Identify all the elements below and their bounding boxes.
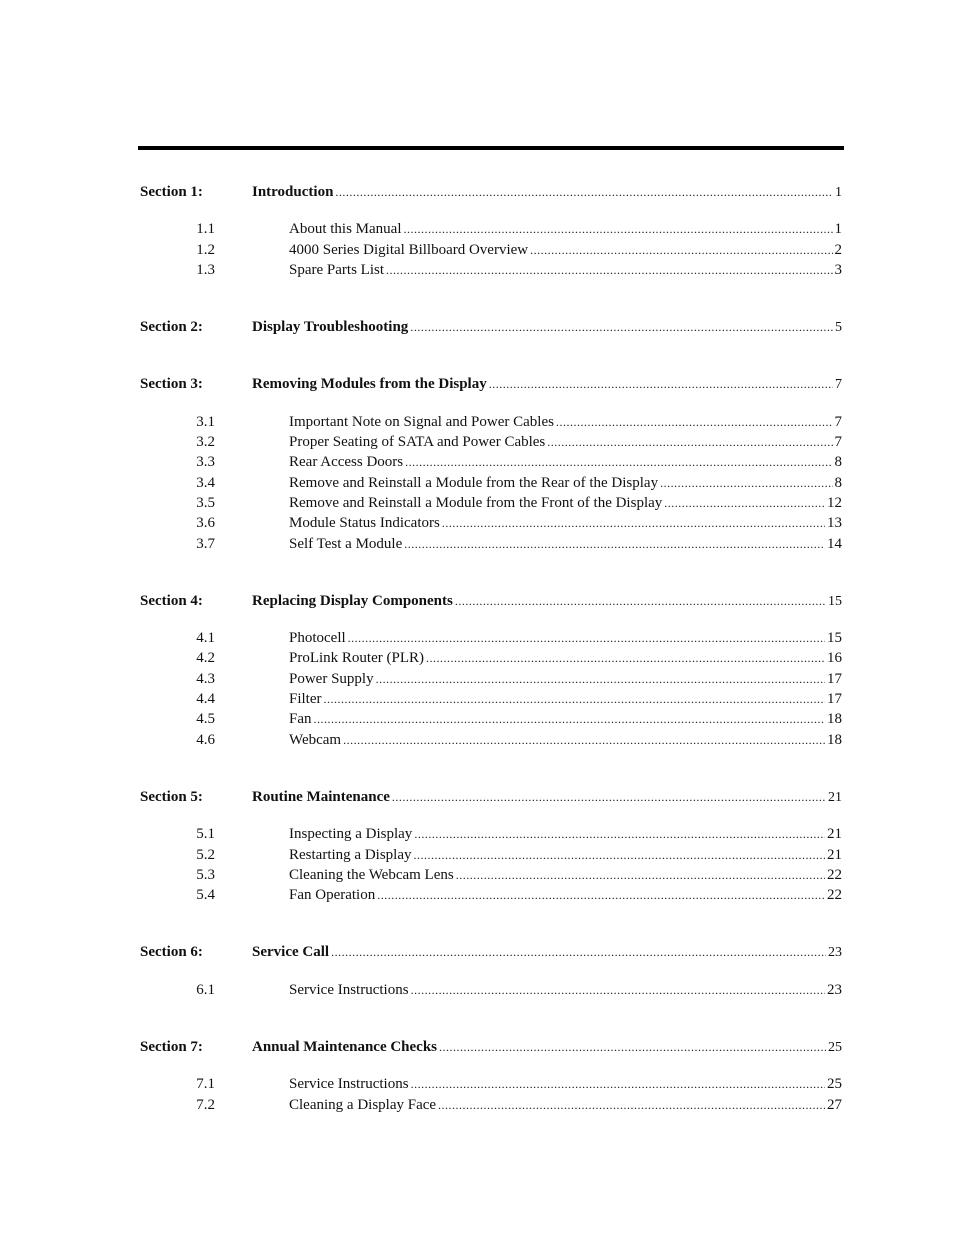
section-spacer	[140, 752, 842, 789]
subsection-number: 4.6	[196, 731, 215, 748]
subsection-number: 5.2	[196, 846, 215, 863]
subsection-title: Photocell	[289, 630, 346, 647]
subsection-number: 4.1	[196, 630, 215, 647]
subsection-page-number: 8	[834, 474, 842, 491]
subsection-spacer	[140, 613, 842, 630]
subsection-page-number: 25	[827, 1076, 842, 1093]
subsection-number: 3.2	[196, 434, 215, 451]
dot-leader	[426, 651, 825, 666]
dot-leader	[348, 631, 825, 646]
section-title: Introduction	[252, 184, 334, 200]
subsection-number: 3.3	[196, 454, 215, 471]
subsection-spacer	[140, 397, 842, 414]
dot-leader	[404, 222, 833, 237]
section-page-number: 5	[835, 320, 842, 336]
subsection-number: 6.1	[196, 981, 215, 998]
subsection-page-number: 17	[827, 691, 842, 708]
subsection-number: 3.4	[196, 474, 215, 491]
dot-leader	[392, 790, 826, 805]
subsection-number: 1.3	[196, 261, 215, 278]
subsection-number: 5.3	[196, 866, 215, 883]
subsection-spacer	[140, 204, 842, 221]
toc-subsection-entry[interactable]	[140, 1076, 842, 1096]
subsection-spacer	[140, 809, 842, 826]
subsection-page-number: 7	[834, 413, 842, 430]
section-spacer	[140, 282, 842, 319]
section-page-number: 15	[828, 593, 842, 609]
subsection-page-number: 21	[827, 846, 842, 863]
toc-subsection-entry[interactable]	[140, 982, 842, 1002]
subsection-title: Service Instructions	[289, 981, 409, 998]
toc-subsection-entry[interactable]	[140, 650, 842, 670]
subsection-title: Proper Seating of SATA and Power Cables	[289, 434, 546, 451]
toc-section-entry[interactable]	[140, 319, 842, 339]
toc-subsection-entry[interactable]	[140, 887, 842, 907]
subsection-page-number: 22	[827, 887, 842, 904]
subsection-title: Power Supply	[289, 670, 374, 687]
section-title: Removing Modules from the Display	[252, 376, 487, 393]
subsection-page-number: 22	[827, 866, 842, 883]
subsection-title: Inspecting a Display	[289, 826, 413, 843]
section-title: Routine Maintenance	[252, 788, 390, 805]
subsection-title: Filter	[289, 691, 322, 708]
subsection-number: 4.3	[196, 670, 215, 687]
dot-leader	[413, 848, 825, 863]
subsection-number: 1.1	[196, 221, 215, 238]
subsection-page-number: 23	[827, 981, 842, 998]
dot-leader	[438, 1098, 825, 1113]
toc-section-entry[interactable]	[140, 376, 842, 396]
subsection-page-number: 3	[834, 261, 842, 278]
section-spacer	[140, 339, 842, 376]
subsection-page-number: 15	[827, 630, 842, 647]
toc-subsection-entry[interactable]	[140, 711, 842, 731]
toc-subsection-entry[interactable]	[140, 630, 842, 650]
dot-leader	[314, 712, 826, 727]
section-page-number: 25	[828, 1040, 842, 1056]
section-page-number: 21	[828, 789, 842, 805]
dot-leader	[405, 455, 832, 470]
subsection-number: 4.2	[196, 650, 215, 667]
dot-leader	[530, 243, 832, 258]
toc-subsection-entry[interactable]	[140, 242, 842, 262]
subsection-page-number: 7	[834, 434, 842, 451]
subsection-title: Spare Parts List	[289, 261, 384, 278]
subsection-page-number: 14	[827, 535, 842, 552]
section-number: Section 4:	[140, 592, 203, 609]
toc-section-entry[interactable]	[140, 1039, 842, 1059]
subsection-title: ProLink Router (PLR)	[289, 650, 424, 667]
toc-subsection-entry[interactable]	[140, 847, 842, 867]
dot-leader	[439, 1040, 826, 1055]
section-spacer	[140, 1002, 842, 1039]
section-title: Replacing Display Components	[252, 592, 453, 609]
subsection-number: 3.7	[196, 535, 215, 552]
subsection-page-number: 18	[827, 711, 842, 728]
subsection-page-number: 13	[827, 515, 842, 532]
subsection-title: Service Instructions	[289, 1076, 409, 1093]
subsection-number: 7.2	[196, 1096, 215, 1113]
toc-subsection-entry[interactable]	[140, 671, 842, 691]
dot-leader	[556, 415, 833, 430]
subsection-title: About this Manual	[289, 221, 402, 238]
dot-leader	[376, 672, 825, 687]
subsection-page-number: 18	[827, 731, 842, 748]
subsection-title: Fan	[289, 711, 312, 728]
subsection-number: 4.5	[196, 711, 215, 728]
subsection-number: 3.5	[196, 494, 215, 511]
dot-leader	[377, 888, 825, 903]
subsection-title: Cleaning the Webcam Lens	[289, 866, 454, 883]
dot-leader	[343, 733, 825, 748]
dot-leader	[547, 435, 832, 450]
subsection-page-number: 16	[827, 650, 842, 667]
subsection-number: 5.1	[196, 826, 215, 843]
section-spacer	[140, 907, 842, 944]
header-rule	[138, 146, 844, 150]
subsection-spacer	[140, 1059, 842, 1076]
section-number: Section 3:	[140, 376, 203, 393]
toc-subsection-entry[interactable]	[140, 221, 842, 241]
subsection-title: Webcam	[289, 731, 342, 748]
toc-subsection-entry[interactable]	[140, 732, 842, 752]
toc-section-entry[interactable]	[140, 184, 842, 204]
subsection-number: 4.4	[196, 691, 215, 708]
toc-subsection-entry[interactable]	[140, 414, 842, 434]
toc-subsection-entry[interactable]	[140, 434, 842, 454]
table-of-contents	[140, 184, 842, 1117]
subsection-page-number: 12	[827, 494, 842, 511]
toc-subsection-entry[interactable]	[140, 691, 842, 711]
dot-leader	[335, 185, 833, 200]
section-page-number: 7	[835, 377, 842, 393]
dot-leader	[660, 476, 832, 491]
section-number: Section 2:	[140, 319, 203, 336]
subsection-spacer	[140, 965, 842, 982]
toc-subsection-entry[interactable]	[140, 826, 842, 846]
section-number: Section 7:	[140, 1039, 203, 1056]
subsection-title: Cleaning a Display Face	[289, 1096, 437, 1113]
subsection-title: Rear Access Doors	[289, 454, 404, 471]
subsection-title: Remove and Reinstall a Module from the Rear of the Display	[289, 474, 659, 491]
dot-leader	[456, 868, 825, 883]
section-spacer	[140, 556, 842, 593]
subsection-page-number: 1	[834, 221, 842, 238]
toc-section-entry[interactable]	[140, 944, 842, 964]
subsection-page-number: 17	[827, 670, 842, 687]
dot-leader	[489, 377, 833, 392]
section-number: Section 1:	[140, 184, 203, 200]
toc-subsection-entry[interactable]	[140, 495, 842, 515]
toc-subsection-entry[interactable]	[140, 1097, 842, 1117]
subsection-page-number: 8	[834, 454, 842, 471]
dot-leader	[455, 594, 826, 609]
section-title: Annual Maintenance Checks	[252, 1039, 438, 1056]
dot-leader	[331, 945, 826, 960]
dot-leader	[411, 983, 825, 998]
subsection-title: 4000 Series Digital Billboard Overview	[289, 241, 529, 258]
toc-subsection-entry[interactable]	[140, 454, 842, 474]
section-number: Section 6:	[140, 944, 203, 961]
subsection-number: 5.4	[196, 887, 215, 904]
toc-section-entry[interactable]	[140, 593, 842, 613]
subsection-title: Remove and Reinstall a Module from the Front of the Display	[289, 494, 663, 511]
dot-leader	[414, 827, 825, 842]
toc-subsection-entry[interactable]	[140, 867, 842, 887]
dot-leader	[386, 263, 833, 278]
subsection-page-number: 21	[827, 826, 842, 843]
subsection-number: 3.6	[196, 515, 215, 532]
section-number: Section 5:	[140, 788, 203, 805]
subsection-number: 3.1	[196, 413, 215, 430]
subsection-title: Self Test a Module	[289, 535, 403, 552]
section-title: Display Troubleshooting	[252, 319, 409, 336]
toc-section-entry[interactable]	[140, 789, 842, 809]
dot-leader	[664, 496, 825, 511]
section-title: Service Call	[252, 944, 330, 961]
dot-leader	[404, 537, 825, 552]
toc-subsection-entry[interactable]	[140, 475, 842, 495]
subsection-number: 7.1	[196, 1076, 215, 1093]
subsection-number: 1.2	[196, 241, 215, 258]
subsection-title: Module Status Indicators	[289, 515, 440, 532]
dot-leader	[442, 516, 825, 531]
toc-subsection-entry[interactable]	[140, 515, 842, 535]
section-page-number: 23	[828, 945, 842, 961]
subsection-title: Restarting a Display	[289, 846, 412, 863]
dot-leader	[411, 1077, 825, 1092]
subsection-page-number: 27	[827, 1096, 842, 1113]
dot-leader	[324, 692, 826, 707]
subsection-title: Important Note on Signal and Power Cables	[289, 413, 554, 430]
toc-subsection-entry[interactable]	[140, 262, 842, 282]
section-page-number: 1	[835, 185, 842, 200]
subsection-page-number: 2	[834, 241, 842, 258]
dot-leader	[410, 320, 833, 335]
toc-subsection-entry[interactable]	[140, 536, 842, 556]
subsection-title: Fan Operation	[289, 887, 376, 904]
